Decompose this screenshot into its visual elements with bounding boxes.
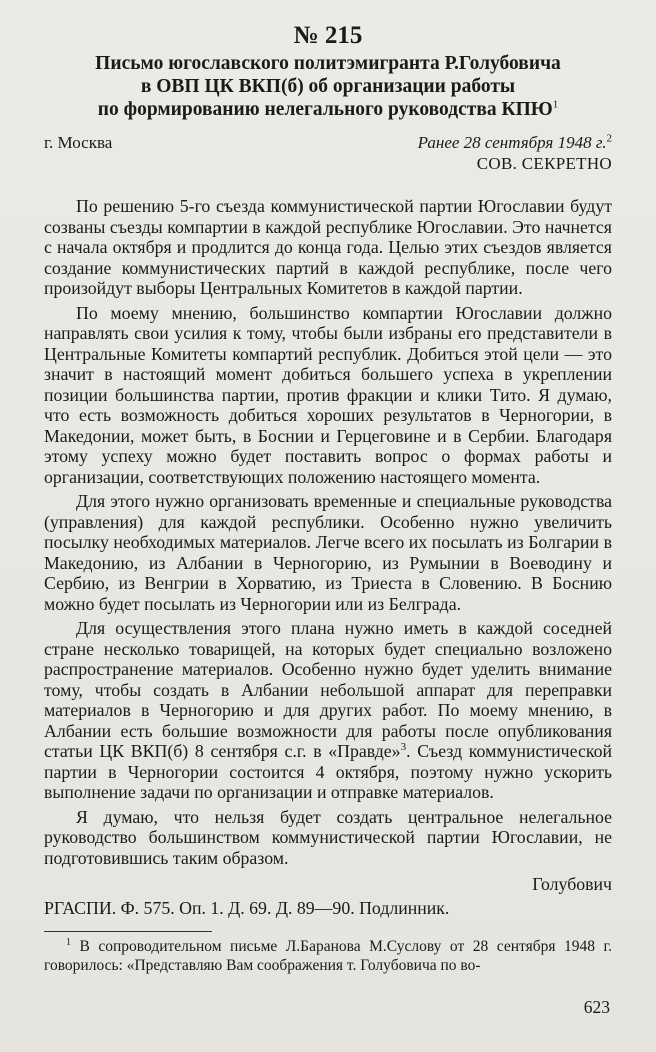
paragraph: По решению 5-го съезда коммунистической партии Югославии будут созваны съезды компартии в каждой республике Югославии. Это начнется с начала октября и продлится до конца года. Целью этих съездов является создание коммунистических партий в каждой республике, после чего произойдут выборы Центральных Комитетов в каждой партии.	[44, 196, 612, 298]
footnote-mark: 1	[552, 98, 559, 111]
page-number: 623	[583, 997, 610, 1017]
paragraph-text: Для осуществления этого плана нужно иметь в каждой соседней стране несколько товарищей, на которых будет специально возложено распространение материалов. Особенно нужно будет уделить внимание тому, чтобы создать в Албании небольшой аппарат для переправки материалов в Черногорию и для других работ. По моему мнению, в Албании есть большие возможности для работы после опубликования статьи ЦК ВКП(б) 8 сентября с.г. в «Правде»	[44, 618, 612, 761]
document-date: Ранее 28 сентября 1948 г.	[417, 133, 607, 152]
document-date-wrap	[418, 133, 612, 153]
paragraph: Для этого нужно организовать временные и специальные руководства (управления) для каждой республики. Особенно нужно увеличить посылку необходимых материалов. Легче всего их посылать из Болгарии в Македонию, из Албании в Черногорию, из Румынии в Воеводину и Сербию, из Венгрии в Хорватию, из Триеста в Словению. В Боснию можно будет посылать из Черногории или из Белграда.	[44, 491, 612, 614]
paragraph-text: . Съезд коммунистической партии в Черногории состоится 4 октября, поэтому нужно ускорить выполнение задачи по организации и отправке материалов.	[44, 741, 612, 802]
letter-body	[44, 196, 612, 868]
classification-stamp: СОВ. СЕКРЕТНО	[476, 154, 612, 173]
footnote	[44, 937, 612, 975]
footnote-mark: 2	[606, 132, 612, 145]
header-meta	[44, 133, 612, 153]
paragraph	[44, 618, 612, 803]
footnote-text: В сопроводительном письме Л.Баранова М.Суслову от 28 сентября 1948 г. говорилось: «Представляю Вам соображения т. Голубовича по во-	[44, 938, 612, 974]
archive-reference: РГАСПИ. Ф. 575. Оп. 1. Д. 69. Д. 89—90. Подлинник.	[44, 898, 450, 918]
footnote-divider	[44, 931, 212, 932]
paragraph: Я думаю, что нельзя будет создать центральное нелегальное руководство большинством коммунистической партии Югославии, не подготовившись таким образом.	[44, 806, 612, 868]
document-number: № 215	[293, 22, 363, 49]
document-title	[44, 52, 612, 121]
title-line: Письмо югославского политэмигранта Р.Голубовича	[95, 53, 561, 74]
place-of-writing: г. Москва	[44, 133, 113, 152]
title-line: в ОВП ЦК ВКП(б) об организации работы	[140, 76, 516, 97]
signature: Голубович	[532, 874, 612, 894]
title-line	[44, 98, 612, 121]
title-line-text: по формированию нелегального руководства КПЮ	[97, 99, 553, 120]
footnote-mark: 1	[66, 936, 71, 948]
paragraph: По моему мнению, большинство компартии Югославии должно направлять свои усилия к тому, чтобы были избраны его представители в Центральные Комитеты компартий республик. Добиться этой цели — это значит в настоящий момент добиться большего успеха в укреплении позиции большинства партии, против фракции и клики Тито. Я думаю, что есть возможность добиться хороших результатов в Черногории, в Македонии, может быть, в Боснии и Герцеговине и в Сербии. Благодаря этому успеху можно будет поставить вопрос о формах работы и организации, соответствующих положению настоящего момента.	[44, 302, 612, 487]
footnote-mark: 3	[400, 741, 407, 754]
